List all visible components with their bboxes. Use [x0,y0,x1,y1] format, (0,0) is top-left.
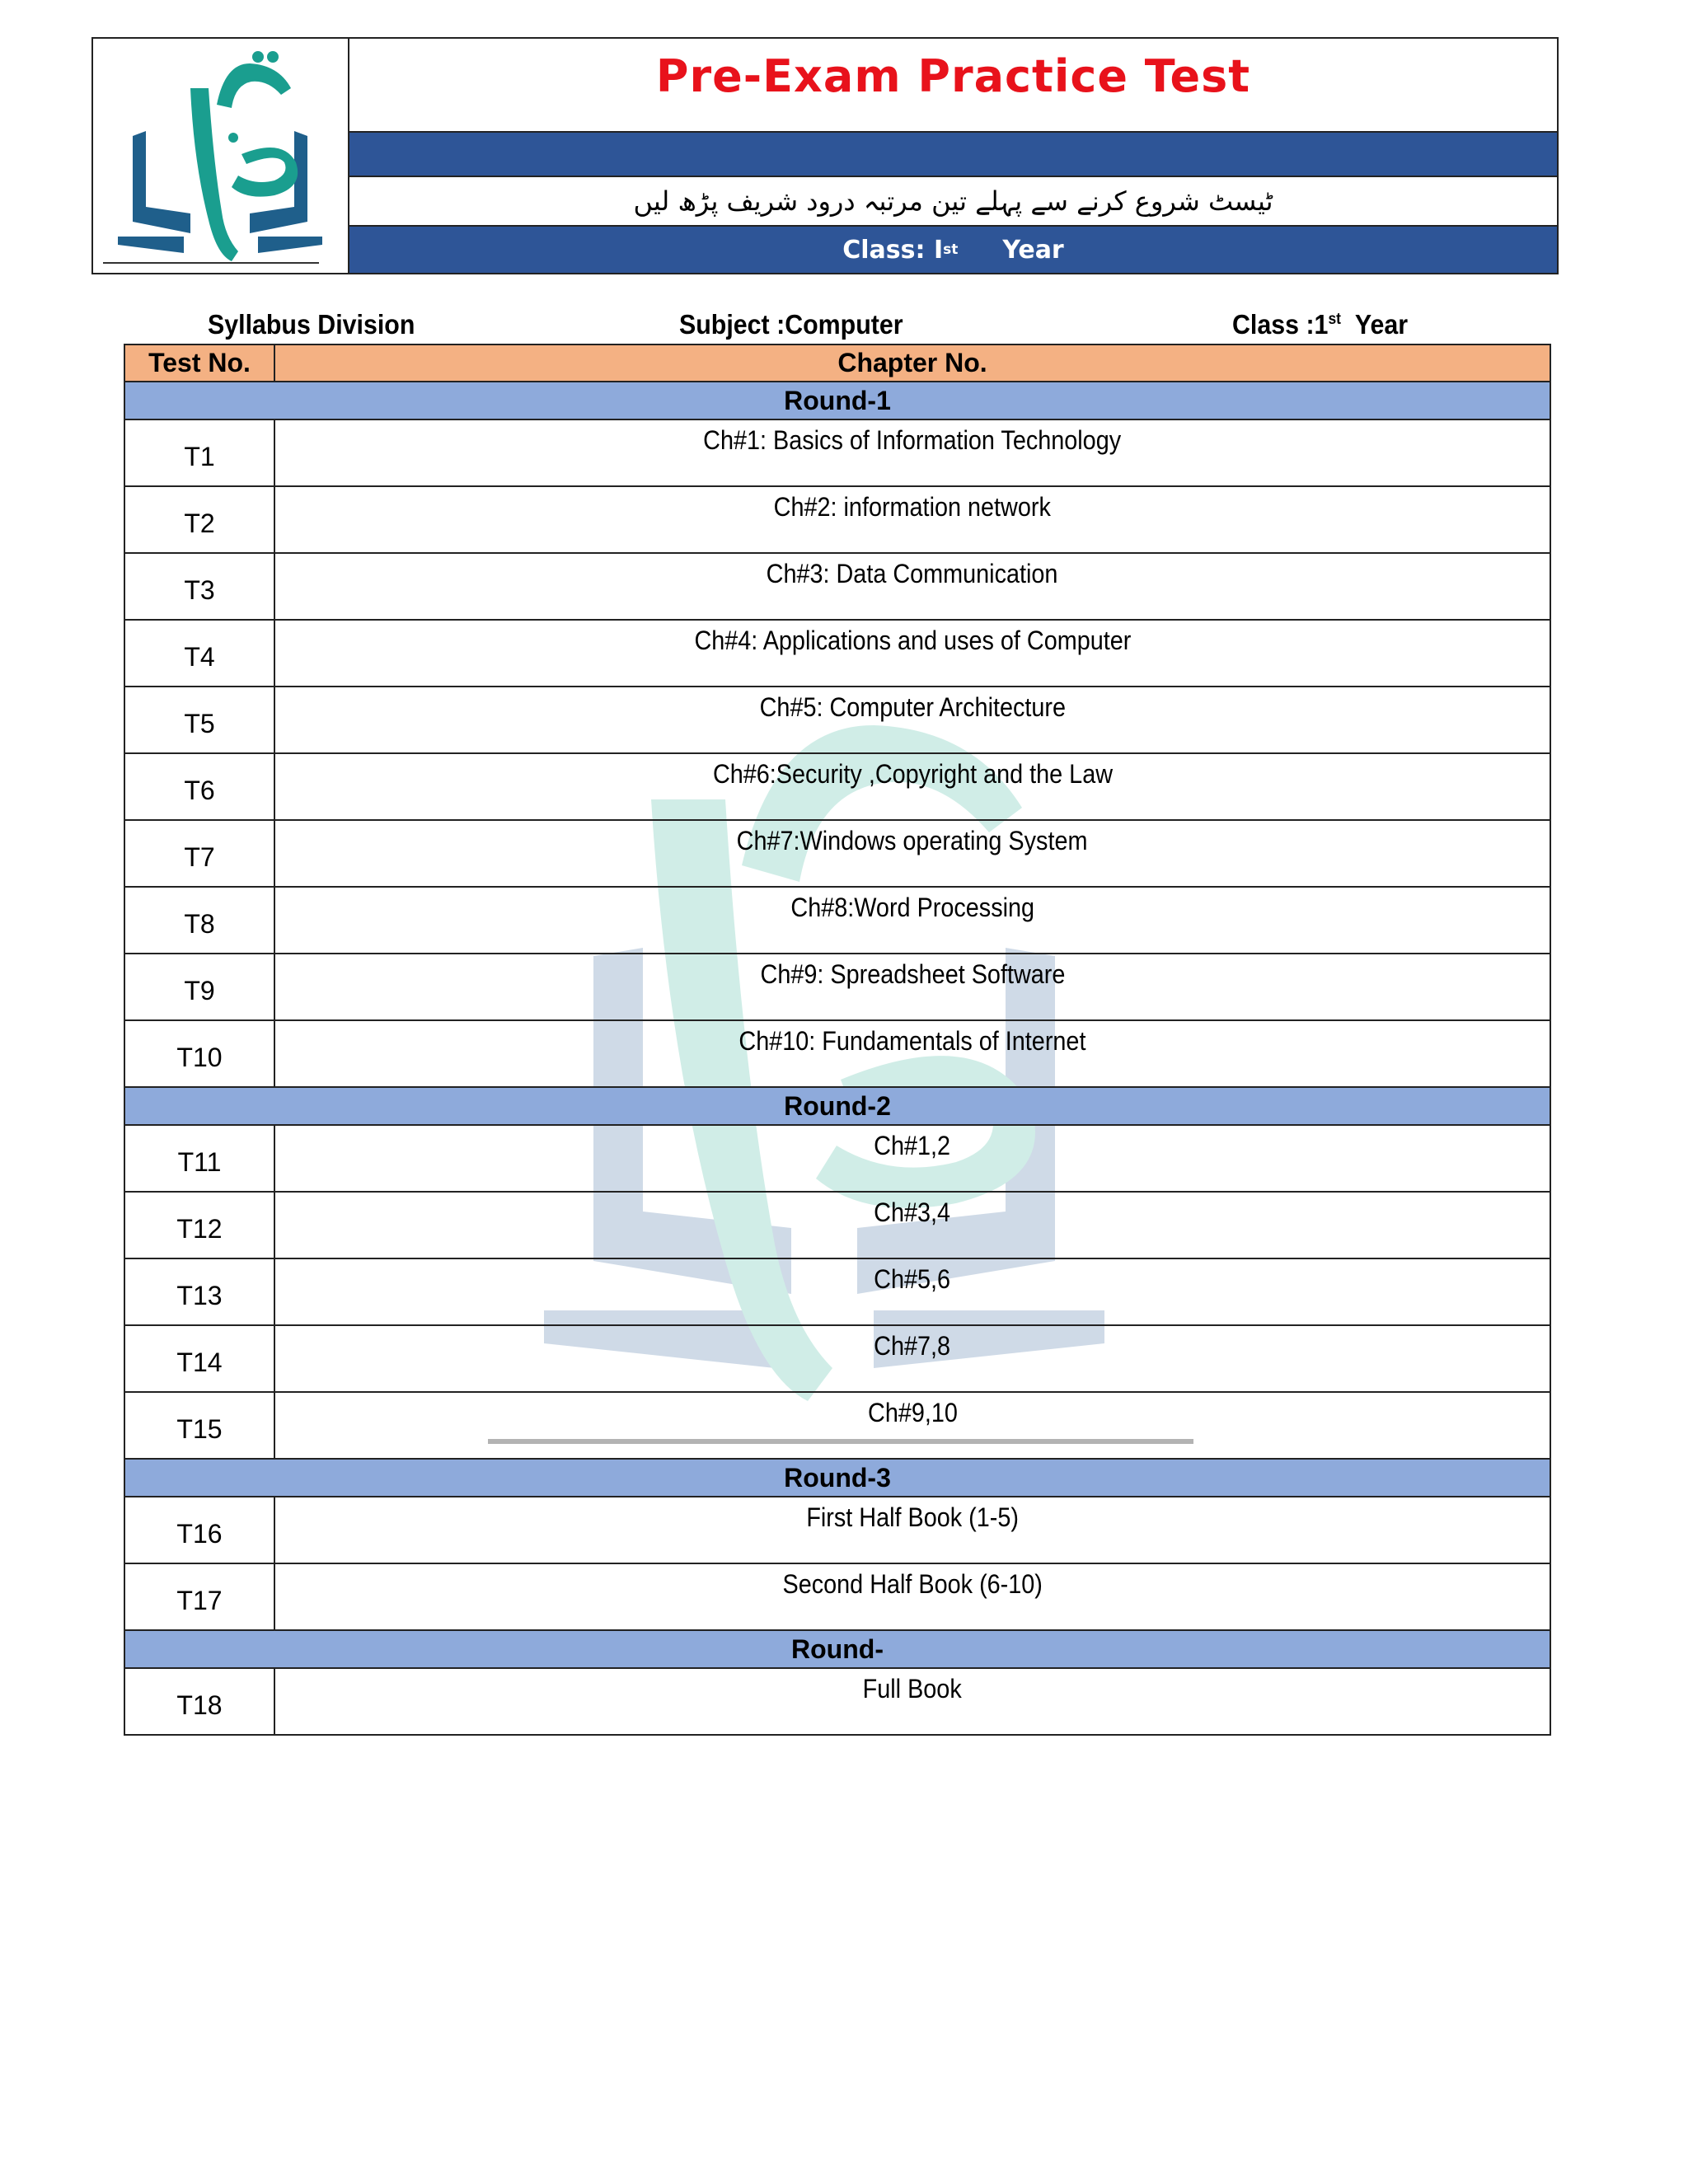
header-test-no: Test No. [124,344,274,382]
round-label: Round-2 [124,1087,1550,1125]
blue-band [349,131,1557,177]
chapter-text: Full Book [862,1674,963,1704]
chapter-text: Ch#7:Windows operating System [737,826,1088,855]
chapter-cell [274,1497,1550,1563]
class-info-year: Year [1354,309,1409,340]
round-label: Round-3 [124,1459,1550,1497]
chapter-text: Ch#1: Basics of Information Technology [703,425,1122,455]
table-header-row [124,344,1550,382]
chapter-cell [274,1125,1550,1192]
chapter-cell [274,954,1550,1020]
test-number: T3 [124,553,274,620]
chapter-text: Ch#9,10 [867,1398,958,1427]
test-number: T6 [124,753,274,820]
chapter-text: Ch#6:Security ,Copyright and the Law [712,759,1113,789]
chapter-text: Ch#10: Fundamentals of Internet [738,1026,1086,1056]
chapter-cell [274,753,1550,820]
chapter-cell [274,887,1550,954]
test-number: T16 [124,1497,274,1563]
round-row [124,382,1550,419]
test-number: T9 [124,954,274,1020]
table-row [124,620,1550,687]
chapter-text: First Half Book (1-5) [806,1502,1019,1532]
chapter-text: Ch#9: Spreadsheet Software [760,959,1065,989]
class-info-sup: st [1328,311,1342,328]
year-label: Year [1002,235,1064,265]
round-label: Round- [124,1630,1550,1668]
chapter-text: Ch#5,6 [874,1264,951,1294]
subject-label: Subject :Computer [679,309,903,340]
syllabus-table [124,344,1551,1736]
class-sup: st [943,241,959,258]
urdu-text: ٹیسٹ شروع کرنے سے پہلے تین مرتبہ درود شریف پڑھ لیں [633,185,1273,217]
table-row [124,1192,1550,1258]
test-number: T11 [124,1125,274,1192]
test-number: T5 [124,687,274,753]
chapter-text: Ch#8:Word Processing [790,893,1034,922]
table-row [124,1125,1550,1192]
chapter-cell [274,620,1550,687]
class-band [349,225,1557,273]
test-number: T13 [124,1258,274,1325]
chapter-cell [274,419,1550,486]
test-number: T10 [124,1020,274,1087]
chapter-cell [274,1325,1550,1392]
logo-underline [103,262,319,264]
round-label: Round-1 [124,382,1550,419]
chapter-cell [274,1563,1550,1630]
test-number: T8 [124,887,274,954]
table-row [124,954,1550,1020]
chapter-cell [274,1392,1550,1459]
table-row [124,1258,1550,1325]
logo-image [93,39,348,273]
header-chapter-no: Chapter No. [274,344,1550,382]
chapter-cell [274,1192,1550,1258]
chapter-cell [274,486,1550,553]
header-box [91,37,1559,274]
title-row [349,39,1557,131]
chapter-text: Second Half Book (6-10) [782,1569,1043,1599]
class-info-label: Class :1 [1232,309,1329,340]
test-number: T18 [124,1668,274,1735]
round-row [124,1630,1550,1668]
urdu-instruction [349,177,1557,225]
chapter-text: Ch#3,4 [874,1197,951,1227]
chapter-cell [274,1258,1550,1325]
round-row [124,1087,1550,1125]
table-row [124,486,1550,553]
test-number: T12 [124,1192,274,1258]
class-info [1232,309,1408,340]
table-row [124,553,1550,620]
test-number: T14 [124,1325,274,1392]
chapter-cell [274,687,1550,753]
test-number: T4 [124,620,274,687]
test-number: T15 [124,1392,274,1459]
chapter-text: Ch#5: Computer Architecture [759,692,1066,722]
table-row [124,1325,1550,1392]
chapter-text: Ch#7,8 [874,1331,951,1361]
syllabus-division-label: Syllabus Division [208,309,415,340]
chapter-cell [274,1020,1550,1087]
round-row [124,1459,1550,1497]
table-row [124,1020,1550,1087]
chapter-cell [274,1668,1550,1735]
table-row [124,419,1550,486]
logo-cell [93,39,349,273]
table-row [124,887,1550,954]
divider-line [488,1439,1193,1444]
chapter-text: Ch#4: Applications and uses of Computer [694,626,1131,655]
chapter-cell [274,820,1550,887]
page-title: Pre-Exam Practice Test [655,50,1251,102]
table-row [124,687,1550,753]
table-row [124,820,1550,887]
test-number: T2 [124,486,274,553]
chapter-text: Ch#1,2 [874,1131,951,1160]
table-row [124,1497,1550,1563]
chapter-text: Ch#3: Data Communication [767,559,1058,588]
chapter-cell [274,553,1550,620]
table-row [124,1668,1550,1735]
test-number: T7 [124,820,274,887]
test-number: T1 [124,419,274,486]
test-number: T17 [124,1563,274,1630]
table-row [124,1563,1550,1630]
table-row [124,1392,1550,1459]
table-row [124,753,1550,820]
class-label: Class: I [842,235,944,265]
chapter-text: Ch#2: information network [773,492,1052,522]
